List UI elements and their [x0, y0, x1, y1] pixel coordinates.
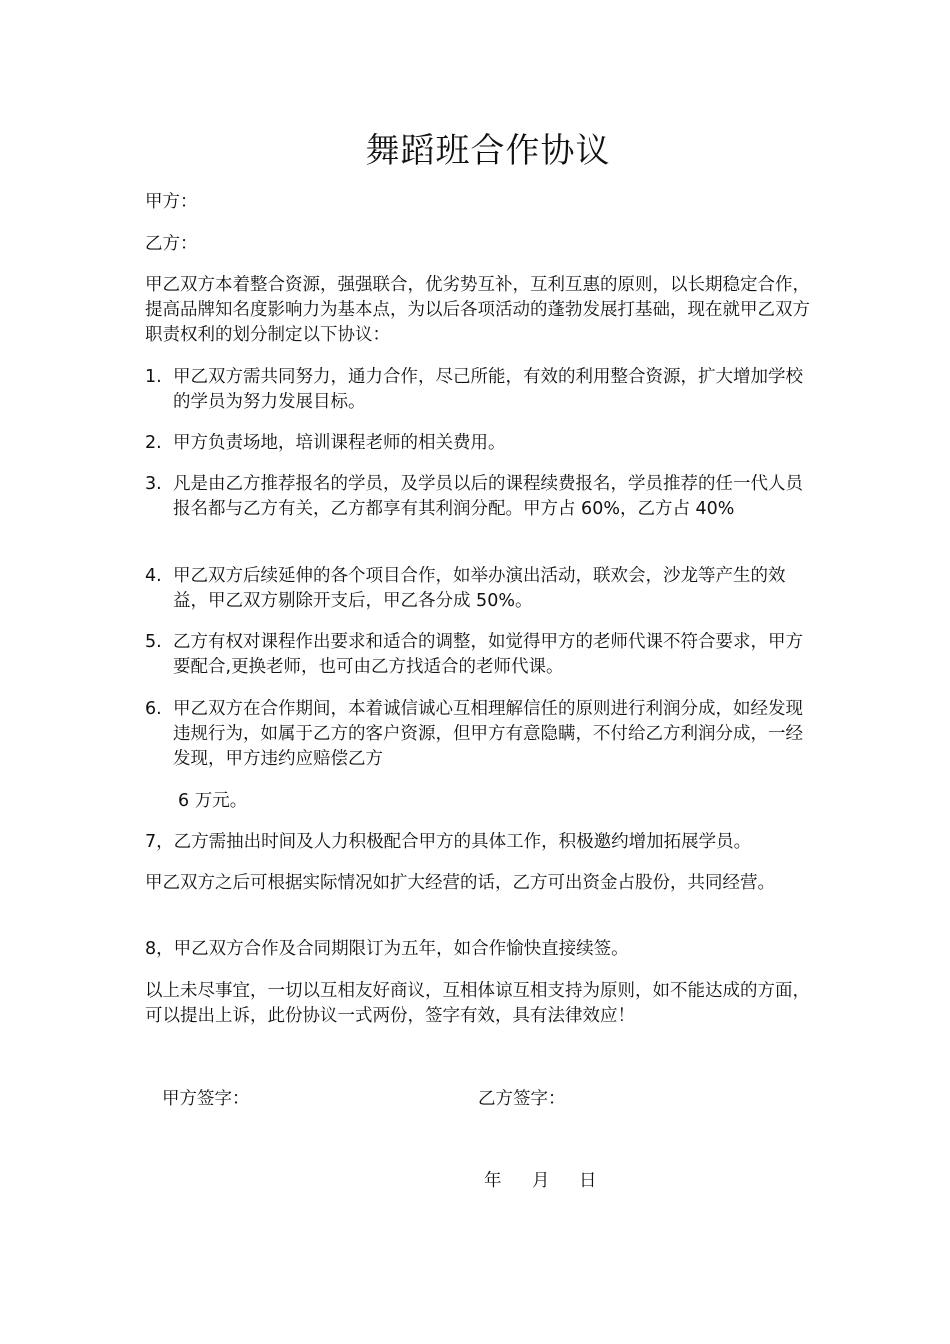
date-month-label: 月 — [532, 1171, 550, 1191]
clause-number: 5. — [145, 632, 162, 652]
intro-paragraph: 甲乙双方本着整合资源，强强联合，优劣势互补，互利互惠的原则，以长期稳定合作，提高品牌知名度影响力为基本点，为以后各项活动的蓬勃发展打基础，现在就甲乙双方职责权利的划分制定以下协议： — [145, 275, 810, 345]
party-a-label: 甲方： — [145, 192, 198, 212]
party-b-signature-label: 乙方签字： — [478, 1089, 566, 1109]
clause-8: 8，甲乙双方合作及合同期限订为五年，如合作愉快直接续签。 — [145, 939, 629, 959]
clause-1 — [145, 365, 810, 415]
party-b-label: 乙方： — [145, 234, 198, 254]
party-a-signature-label: 甲方签字： — [162, 1089, 250, 1109]
clause-text: 甲乙双方需共同努力，通力合作，尽己所能，有效的利用整合资源，扩大增加学校的学员为努力发展目标。 — [173, 367, 803, 412]
clause-4 — [145, 564, 810, 614]
clause-text: 甲乙双方后续延伸的各个项目合作，如举办演出活动，联欢会，沙龙等产生的效益，甲乙双方剔除开支后，甲乙各分成 50%。 — [173, 566, 786, 611]
clause-number: 4. — [145, 566, 162, 586]
clause-3 — [145, 472, 810, 522]
clause-number: 1. — [145, 367, 162, 387]
expansion-paragraph: 甲乙双方之后可根据实际情况如扩大经营的话，乙方可出资金占股份，共同经营。 — [145, 873, 775, 893]
clause-6-amount: 6 万元。 — [178, 791, 248, 811]
clause-text: 凡是由乙方推荐报名的学员，及学员以后的课程续费报名，学员推荐的任一代人员报名都与乙方有关，乙方都享有其利润分配。甲方占 60%，乙方占 40% — [173, 474, 803, 519]
clause-number: 6. — [145, 699, 162, 719]
document-title: 舞蹈班合作协议 — [365, 131, 611, 171]
clause-number: 2. — [145, 433, 162, 453]
clause-text: 乙方有权对课程作出要求和适合的调整，如觉得甲方的老师代课不符合要求，甲方要配合,更换老师，也可由乙方找适合的老师代课。 — [173, 632, 803, 677]
closing-paragraph: 以上未尽事宜，一切以互相友好商议，互相体谅互相支持为原则，如不能达成的方面，可以提出上诉，此份协议一式两份，签字有效，具有法律效应！ — [145, 981, 810, 1026]
clause-2 — [145, 431, 810, 456]
clause-text: 甲乙双方在合作期间，本着诚信诚心互相理解信任的原则进行利润分成，如经发现违规行为，如属于乙方的客户资源，但甲方有意隐瞒，不付给乙方利润分成，一经发现，甲方违约应赔偿乙方 — [173, 699, 803, 769]
clause-text: 甲方负责场地，培训课程老师的相关费用。 — [173, 433, 506, 453]
clause-number: 3. — [145, 474, 162, 494]
clause-6 — [145, 697, 810, 772]
clause-5 — [145, 630, 810, 680]
clause-7: 7，乙方需抽出时间及人力积极配合甲方的具体工作，积极邀约增加拓展学员。 — [145, 832, 752, 852]
date-year-label: 年 — [484, 1171, 502, 1191]
date-day-label: 日 — [579, 1171, 597, 1191]
